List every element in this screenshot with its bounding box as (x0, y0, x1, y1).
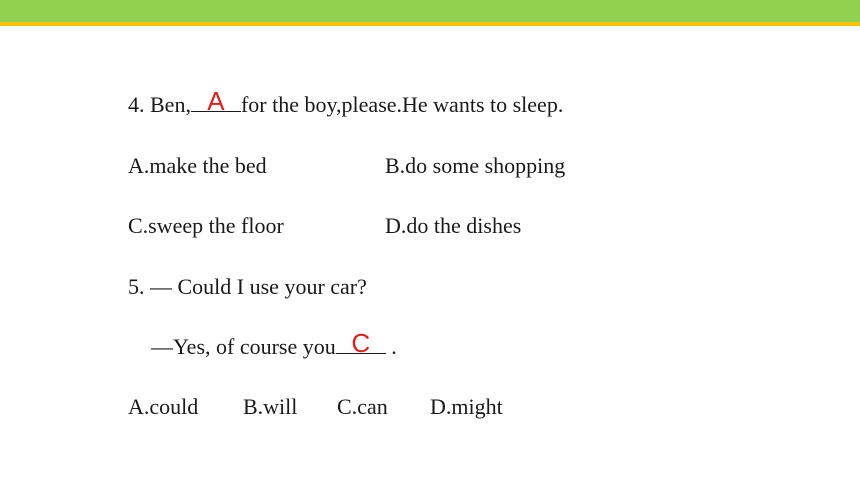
question-4-suffix: for the boy,please.He wants to sleep. (240, 92, 564, 117)
question-4-prefix: 4. Ben, (128, 92, 191, 117)
question-4-option-a: A.make the bed (128, 153, 267, 178)
question-4-blank (191, 86, 241, 116)
question-5-blank (336, 328, 386, 358)
question-5-option-a: A.could (128, 394, 199, 419)
question-5-answer: C (351, 328, 371, 358)
question-5-option-d: D.might (430, 394, 503, 419)
question-5-option-b: B.will (243, 394, 298, 419)
question-4-option-c: C.sweep the floor (128, 213, 284, 238)
question-4-option-d: D.do the dishes (385, 213, 522, 238)
question-4-option-b: B.do some shopping (385, 153, 566, 178)
question-5-reply-prefix: —Yes, of course you (151, 334, 336, 359)
question-5: 5. — Could I use your car? (128, 274, 367, 299)
header-bar (0, 0, 860, 22)
header-stripe (0, 22, 860, 26)
question-5-option-c: C.can (337, 394, 388, 419)
question-4-answer: A (207, 86, 225, 116)
question-4 (128, 86, 564, 118)
question-5-reply (151, 328, 397, 360)
question-5-reply-suffix: . (391, 334, 397, 359)
